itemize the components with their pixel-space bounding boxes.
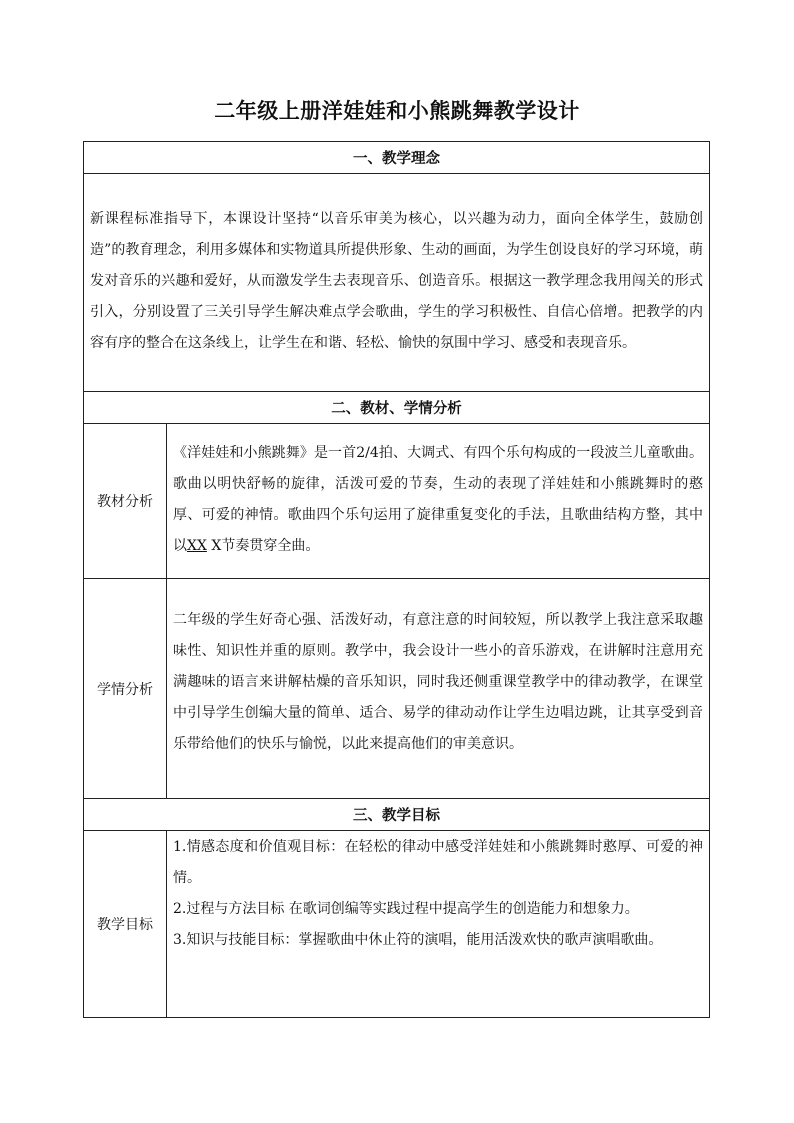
goal-item-3: 3.知识与技能目标：掌握歌曲中休止符的演唱，能用活泼欢快的歌声演唱歌曲。: [173, 932, 663, 948]
goal-item-2: 2.过程与方法目标 在歌词创编等实践过程中提高学生的创造能力和想象力。: [173, 901, 639, 917]
teaching-philosophy-text: 新课程标准指导下，本课设计坚持“以音乐审美为核心，以兴趣为动力，面向全体学生，鼓励创造”的教育理念，利用多媒体和实物道具所提供形象、生动的画面，为学生创设良好的学习环境，萌发对音乐的兴趣和爱好，从而激发学生去表现音乐、创造音乐。根据这一教学理念我用闯关的形式引入，分别设置了三关引导学生解决难点学会歌曲，学生的学习积极性、自信心倍增。把教学的内容有序的整合在这条线上，让学生在和谐、轻松、愉快的氛围中学习、感受和表现音乐。: [90, 211, 703, 351]
material-text-after: X节奏贯穿全曲。: [206, 538, 320, 554]
goal-item-1: 1.情感态度和价值观目标：在轻松的律动中感受洋娃娃和小熊跳舞时憨厚、可爱的神情。: [173, 839, 703, 886]
student-analysis-text: 二年级的学生好奇心强、活泼好动，有意注意的时间较短，所以教学上我注意采取趣味性、知识性并重的原则。教学中，我会设计一些小的音乐游戏，在讲解时注意用充满趣味的语言来讲解枯燥的音乐知识，同时我还侧重课堂教学中的律动教学，在课堂中引导学生创编大量的简单、适合、易学的律动动作让学生边唱边跳，让其享受到音乐带给他们的快乐与愉悦，以此来提高他们的审美意识。: [173, 612, 703, 752]
section1-heading: 一、教学理念: [353, 151, 440, 167]
teaching-goals-cell: [166, 830, 710, 1018]
section2-heading-row: [83, 391, 710, 424]
material-text-before: 《洋娃娃和小熊跳舞》是一首2/4拍、大调式、有四个乐句构成的一段波兰儿童歌曲。歌曲以明快舒畅的旋律，活泼可爱的节奏，生动的表现了洋娃娃和小熊跳舞时的憨厚、可爱的神情。歌曲四个乐句运用了旋律重复变化的手法，且歌曲结构方整，其中以: [173, 445, 703, 554]
rhythm-underlined: XX: [187, 538, 207, 554]
student-analysis-label-cell: [83, 578, 167, 799]
student-analysis-cell: [166, 578, 710, 799]
section1-heading-row: [83, 141, 710, 174]
section2-heading: 二、教材、学情分析: [331, 401, 462, 417]
document-title: 二年级上册洋娃娃和小熊跳舞教学设计: [214, 99, 580, 123]
section3-heading: 三、教学目标: [353, 808, 440, 824]
section3-heading-row: [83, 798, 710, 831]
teaching-goals-label: 教学目标: [97, 917, 153, 933]
material-analysis-text: [173, 438, 703, 562]
teaching-goals-label-cell: [83, 830, 167, 1018]
section1-body-cell: [83, 173, 710, 392]
material-analysis-label: 教材分析: [97, 494, 153, 510]
material-analysis-cell: [166, 423, 710, 579]
student-analysis-label: 学情分析: [97, 681, 153, 698]
material-analysis-label-cell: [83, 423, 167, 579]
